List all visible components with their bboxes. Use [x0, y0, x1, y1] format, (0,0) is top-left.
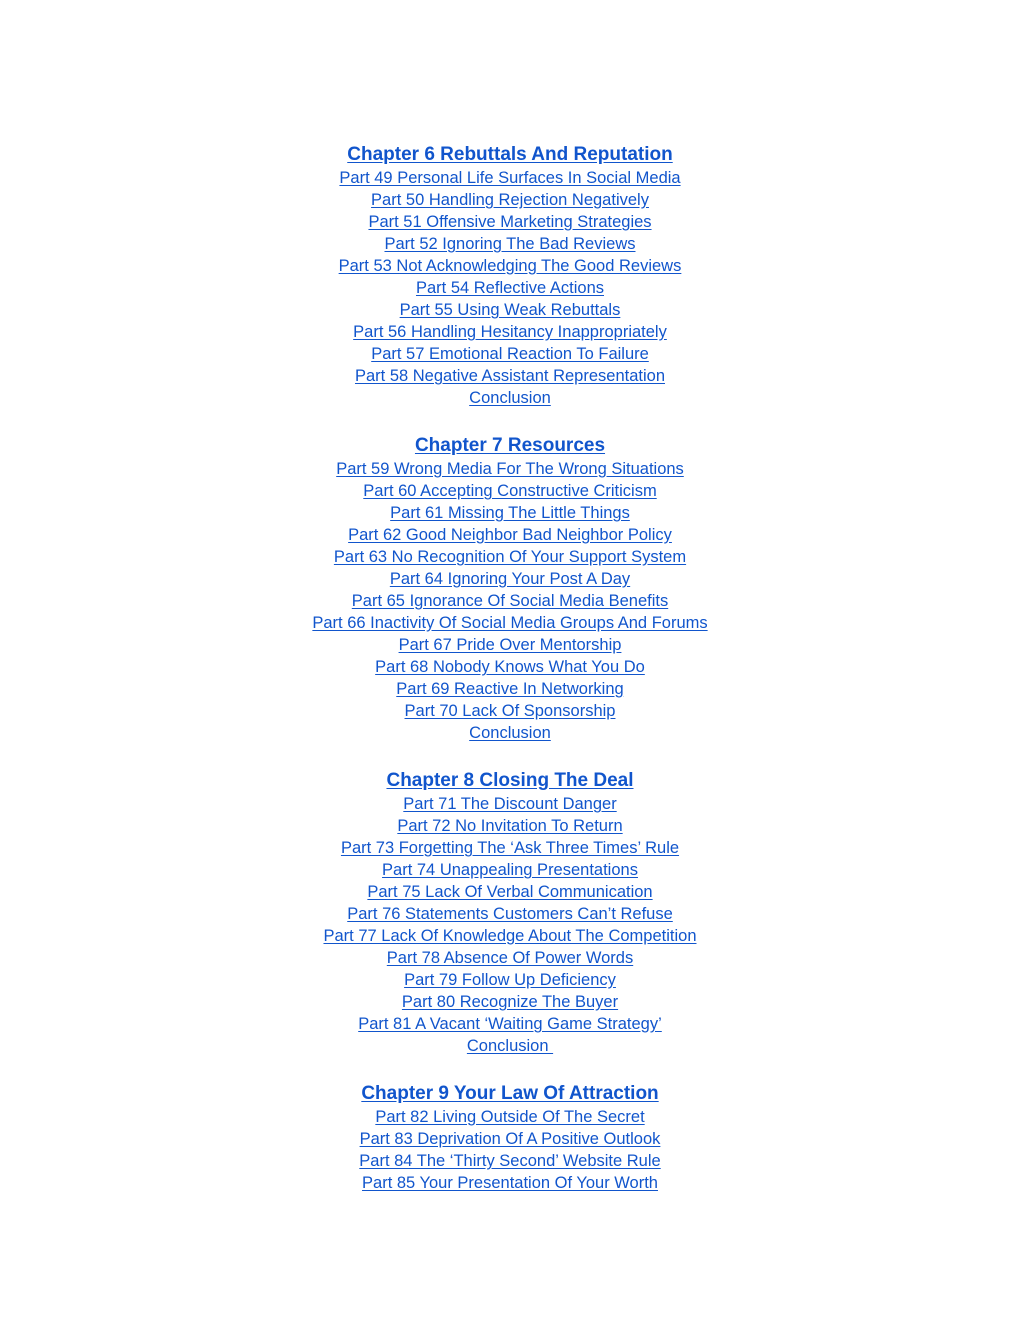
toc-entry-link[interactable]: Part 71 The Discount Danger — [403, 795, 617, 813]
toc-entry-link[interactable]: Part 73 Forgetting The ‘Ask Three Times’ Rule — [340, 839, 680, 857]
chapter-section — [0, 1082, 1020, 1194]
toc-entry-link[interactable]: Part 52 Ignoring The Bad Reviews — [384, 235, 636, 253]
toc-entry-link[interactable]: Part 83 Deprivation Of A Positive Outlook — [359, 1130, 661, 1148]
chapter-section — [0, 434, 1020, 744]
chapter-title-link[interactable]: Chapter 6 Rebuttals And Reputation — [347, 144, 673, 165]
toc-entry-link[interactable]: Part 62 Good Neighbor Bad Neighbor Policy — [348, 526, 672, 544]
toc-entry-link[interactable]: Part 68 Nobody Knows What You Do — [375, 658, 645, 676]
toc-entry-link[interactable]: Part 72 No Invitation To Return — [397, 817, 623, 835]
chapter-section — [0, 769, 1020, 1057]
toc-entry-link[interactable]: Part 84 The ‘Thirty Second’ Website Rule — [359, 1152, 661, 1170]
toc-entry-link[interactable]: Part 50 Handling Rejection Negatively — [371, 191, 649, 209]
toc-entry-link[interactable]: Part 82 Living Outside Of The Secret — [375, 1108, 645, 1126]
toc-entry-link[interactable]: Part 76 Statements Customers Can’t Refuse — [347, 905, 673, 923]
toc-entry-link[interactable]: Part 80 Recognize The Buyer — [401, 993, 619, 1011]
toc-entry-link[interactable]: Part 59 Wrong Media For The Wrong Situations — [336, 460, 684, 478]
toc-entry-link[interactable]: Part 79 Follow Up Deficiency — [404, 971, 616, 989]
toc-entry-link[interactable]: Part 85 Your Presentation Of Your Worth — [362, 1174, 658, 1192]
toc-entry-link[interactable]: Part 60 Accepting Constructive Criticism — [363, 482, 657, 500]
chapter-section — [0, 143, 1020, 409]
toc-entry-link[interactable]: Part 65 Ignorance Of Social Media Benefits — [351, 592, 669, 610]
toc-entry-link[interactable]: Conclusion — [469, 724, 551, 742]
toc-entry-link[interactable]: Part 49 Personal Life Surfaces In Social Media — [339, 169, 681, 187]
toc-entry-link[interactable]: Conclusion — [466, 1037, 554, 1055]
toc-entry-link[interactable]: Part 74 Unappealing Presentations — [382, 861, 638, 879]
toc-entry-link[interactable]: Part 54 Reflective Actions — [415, 279, 604, 297]
toc-entry-link[interactable]: Part 57 Emotional Reaction To Failure — [371, 345, 649, 363]
toc-entry-link[interactable]: Part 61 Missing The Little Things — [390, 504, 630, 522]
toc-entry-link[interactable]: Part 51 Offensive Marketing Strategies — [368, 213, 652, 231]
toc-entry-link[interactable]: Part 77 Lack Of Knowledge About The Competition — [323, 927, 697, 945]
toc-entry-link[interactable]: Part 55 Using Weak Rebuttals — [399, 301, 621, 319]
toc-entry-link[interactable]: Part 63 No Recognition Of Your Support System — [333, 548, 687, 566]
chapter-title-link[interactable]: Chapter 9 Your Law Of Attraction — [361, 1083, 659, 1104]
toc-entry-link[interactable]: Part 81 A Vacant ‘Waiting Game Strategy’ — [358, 1015, 662, 1033]
chapter-title-link[interactable]: Chapter 8 Closing The Deal — [386, 770, 634, 791]
chapter-title-link[interactable]: Chapter 7 Resources — [414, 435, 606, 456]
toc-entry-link[interactable]: Part 56 Handling Hesitancy Inappropriately — [353, 323, 667, 341]
toc-entry-link[interactable]: Part 58 Negative Assistant Representation — [354, 367, 665, 385]
toc-entry-link[interactable]: Part 70 Lack Of Sponsorship — [404, 702, 616, 720]
toc-entry-link[interactable]: Part 69 Reactive In Networking — [396, 680, 624, 698]
toc-entry-link[interactable]: Part 53 Not Acknowledging The Good Reviews — [338, 257, 682, 275]
toc-entry-link[interactable]: Part 64 Ignoring Your Post A Day — [389, 570, 631, 588]
toc-entry-link[interactable]: Part 66 Inactivity Of Social Media Groups And Forums — [312, 614, 708, 632]
toc-entry-link[interactable]: Conclusion — [469, 389, 551, 407]
toc-entry-link[interactable]: Part 67 Pride Over Mentorship — [398, 636, 622, 654]
toc-entry-link[interactable]: Part 75 Lack Of Verbal Communication — [367, 883, 653, 901]
toc-entry-link[interactable]: Part 78 Absence Of Power Words — [386, 949, 634, 967]
table-of-contents — [0, 143, 1020, 1194]
